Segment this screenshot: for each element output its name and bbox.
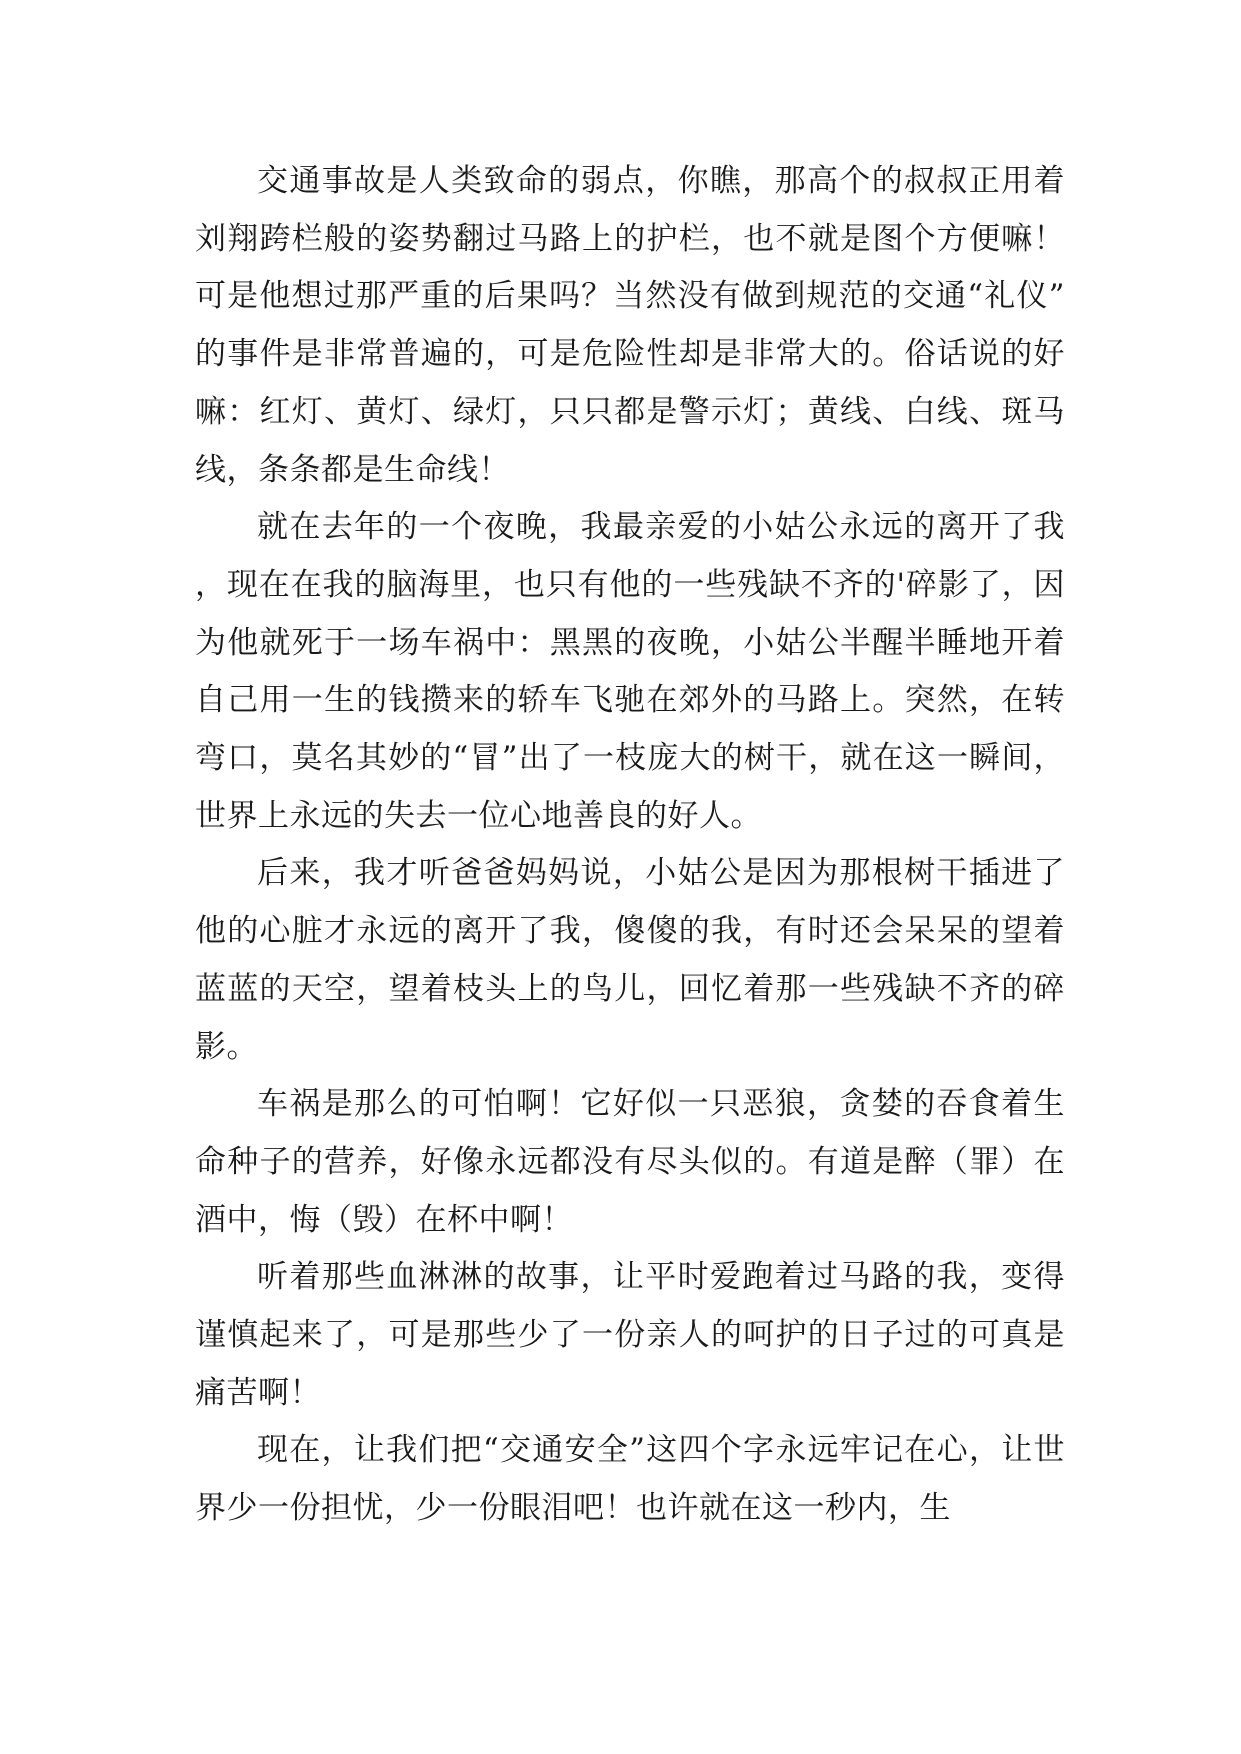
paragraph-6: 现在，让我们把“交通安全”这四个字永远牢记在心，让世界少一份担忧，少一份眼泪吧！也许就在这一秒内，生 [195, 1432, 1065, 1527]
paragraph-3: 后来，我才听爸爸妈妈说，小姑公是因为那根树干插进了他的心脏才永远的离开了我，傻傻的我，有时还会呆呆的望着蓝蓝的天空，望着枝头上的鸟儿，回忆着那一些残缺不齐的碎影。 [195, 855, 1065, 1065]
paragraph-5: 听着那些血淋淋的故事，让平时爱跑着过马路的我，变得谨慎起来了，可是那些少了一份亲人的呵护的日子过的可真是痛苦啊！ [195, 1259, 1065, 1411]
document-body [195, 153, 1065, 1538]
paragraph-4: 车祸是那么的可怕啊！它好似一只恶狼，贪婪的吞食着生命种子的营养，好像永远都没有尽头似的。有道是醉（罪）在酒中，悔（毁）在杯中啊！ [195, 1086, 1065, 1238]
paragraph-2: 就在去年的一个夜晚，我最亲爱的小姑公永远的离开了我，现在在我的脑海里，也只有他的一些残缺不齐的'碎影了，因为他就死于一场车祸中：黑黑的夜晚，小姑公半醒半睡地开着自己用一生的钱攒来的轿车飞驰在郊外的马路上。突然，在转弯口，莫名其妙的“冒”出了一枝庞大的树干，就在这一瞬间，世界上永远的失去一位心地善良的好人。 [195, 509, 1065, 834]
paragraph-1: 交通事故是人类致命的弱点，你瞧，那高个的叔叔正用着刘翔跨栏般的姿势翻过马路上的护栏，也不就是图个方便嘛！可是他想过那严重的后果吗？当然没有做到规范的交通“礼仪”的事件是非常普遍的，可是危险性却是非常大的。俗话说的好嘛：红灯、黄灯、绿灯，只只都是警示灯；黄线、白线、斑马线，条条都是生命线！ [195, 163, 1065, 488]
